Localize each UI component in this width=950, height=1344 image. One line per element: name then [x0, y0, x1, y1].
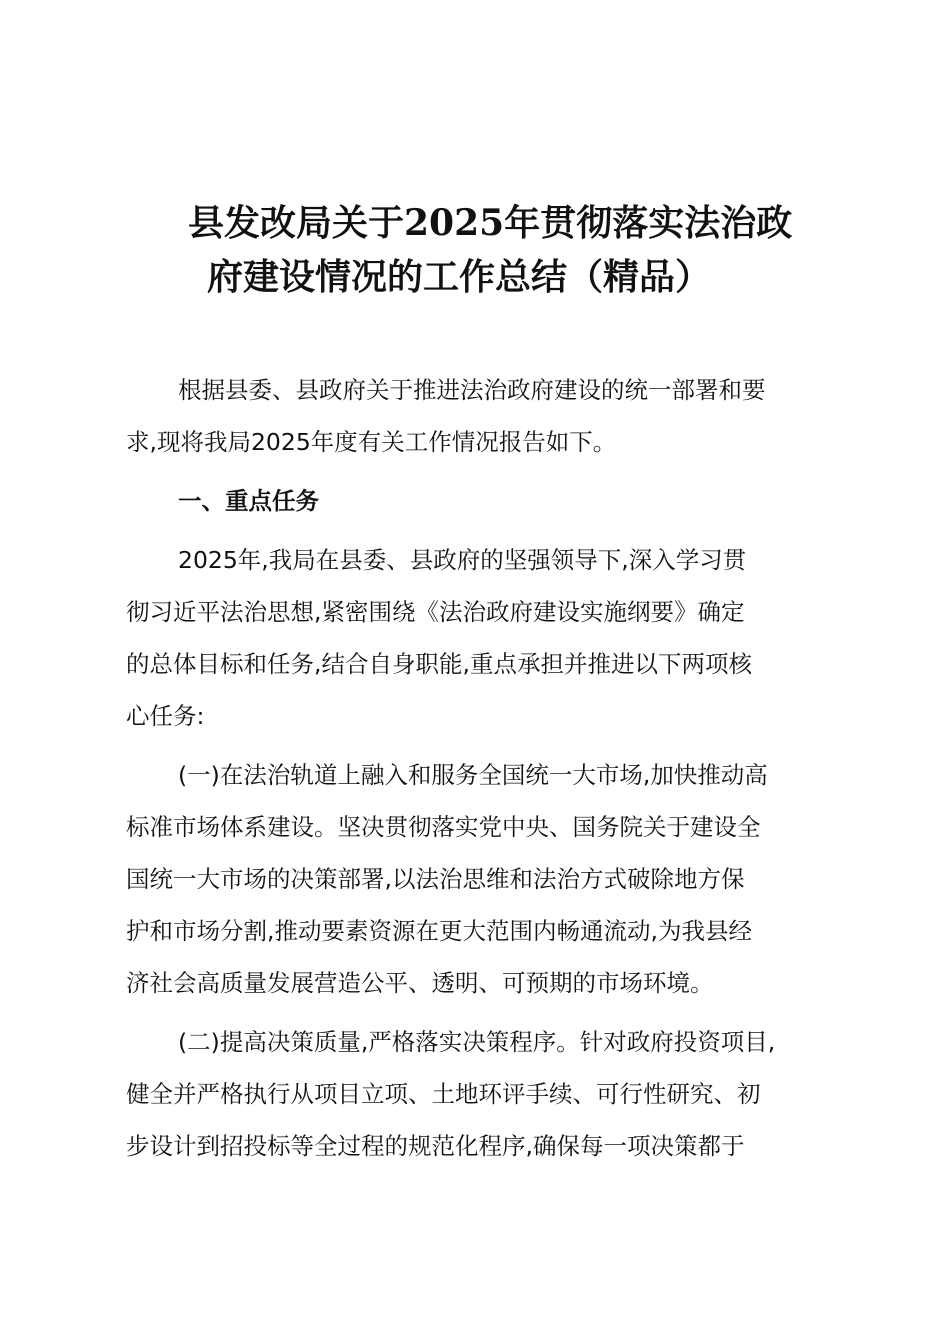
intro-paragraph [126, 364, 826, 468]
paragraph-line: 心任务: [126, 702, 205, 730]
paragraph-line: 的总体目标和任务,结合自身职能,重点承担并推进以下两项核 [126, 650, 752, 678]
paragraph-line: (一)在法治轨道上融入和服务全国统一大市场,加快推动高 [178, 761, 768, 789]
paragraph-line: 护和市场分割,推动要素资源在更大范围内畅通流动,为我县经 [126, 917, 752, 945]
paragraph-line: 标准市场体系建设。坚决贯彻落实党中央、国务院关于建设全 [126, 813, 761, 841]
title-line-1: 县发改局关于2025年贯彻落实法治政 [188, 202, 793, 244]
paragraph-task-1 [126, 749, 826, 1009]
paragraph-line: 健全并严格执行从项目立项、土地环评手续、可行性研究、初 [126, 1080, 761, 1108]
section-heading: 一、重点任务 [178, 487, 319, 515]
document-title [150, 196, 830, 304]
paragraph-line: 国统一大市场的决策部署,以法治思维和法治方式破除地方保 [126, 865, 745, 893]
paragraph-line: 2025年,我局在县委、县政府的坚强领导下,深入学习贯 [178, 546, 747, 574]
intro-line-1: 根据县委、县政府关于推进法治政府建设的统一部署和要 [178, 376, 766, 404]
paragraph-line: 济社会高质量发展营造公平、透明、可预期的市场环境。 [126, 969, 714, 997]
title-line-2: 府建设情况的工作总结（精品） [207, 256, 712, 298]
paragraph-line: (二)提高决策质量,严格落实决策程序。针对政府投资项目, [178, 1028, 776, 1056]
intro-line-2: 求,现将我局2025年度有关工作情况报告如下。 [126, 428, 617, 456]
paragraph-line: 彻习近平法治思想,紧密围绕《法治政府建设实施纲要》确定 [126, 598, 745, 626]
paragraph-line: 步设计到招投标等全过程的规范化程序,确保每一项决策都于 [126, 1132, 745, 1160]
paragraph-overview [126, 534, 826, 742]
paragraph-task-2 [126, 1016, 826, 1172]
document-body [126, 364, 826, 1172]
